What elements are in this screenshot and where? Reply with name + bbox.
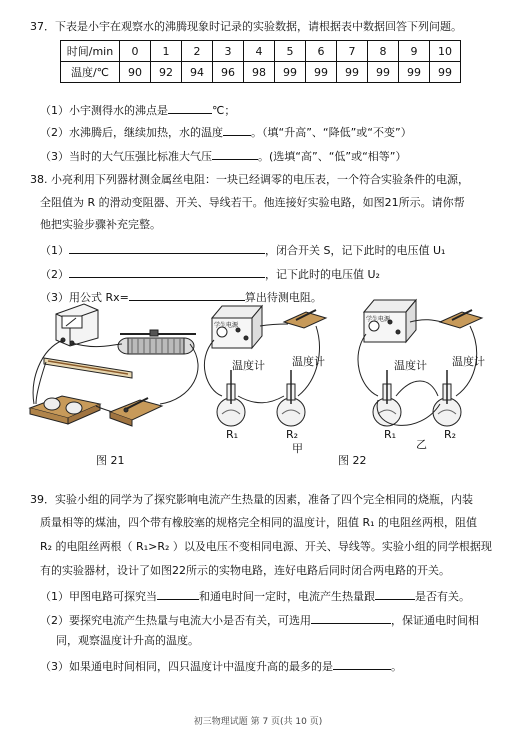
answer-blank[interactable] — [375, 588, 415, 600]
voltmeter-icon — [56, 304, 98, 346]
figure-21 — [30, 304, 198, 426]
resistor-r1-label: R₁ — [384, 428, 397, 441]
q38-line1: 38. 小亮利用下列器材测金属丝电阻：一块已经调零的电压表，一个符合实验条件的电源， — [30, 173, 469, 186]
rheostat-icon — [118, 330, 196, 354]
answer-blank[interactable] — [333, 658, 391, 670]
thermometer-label: 温度计 — [452, 355, 485, 368]
table-cell: 99 — [430, 62, 461, 83]
table-cell: 5 — [275, 41, 306, 62]
q39-sub3 — [40, 658, 402, 674]
table-header-temp: 温度/℃ — [61, 62, 120, 83]
q39-line1: 39．实验小组的同学为了探究影响电流产生热量的因素，准备了四个完全相同的烧瓶，内装 — [30, 493, 473, 506]
table-cell: 9 — [399, 41, 430, 62]
q39-sub2-text-b: ，保证通电时间相 — [391, 614, 479, 627]
q37-intro: 37．下表是小宇在观察水的沸腾现象时记录的实验数据，请根据表中数据回答下列问题。 — [30, 20, 462, 33]
q38-step2-num: （2） — [40, 268, 69, 281]
table-cell: 98 — [244, 62, 275, 83]
q38-step2-text: ，记下此时的电压值 U₂ — [265, 268, 380, 281]
q39-sub2-cont: 同，观察温度计升高的温度。 — [56, 634, 199, 647]
figure-yi-label: 乙 — [416, 438, 427, 451]
table-cell: 99 — [275, 62, 306, 83]
q39-line3: R₂ 的电阻丝两根（ R₁>R₂ ）以及电压不变相同电源、开关、导线等。实验小组的同学根据现 — [40, 540, 492, 553]
q38-step3-post: 算出待测电阻。 — [244, 291, 322, 304]
q39-sub3-text: （3）如果通电时间相同，四只温度计中温度升高的最多的是 — [40, 660, 333, 673]
flask-icon — [433, 370, 461, 426]
table-cell: 4 — [244, 41, 275, 62]
answer-blank[interactable] — [157, 588, 199, 600]
q37-sub2-text: （2）水沸腾后，继续加热，水的温度 — [40, 126, 223, 139]
q38-step1-num: （1） — [40, 244, 69, 257]
resistance-wire-icon — [44, 358, 132, 378]
q39-sub2-text: （2）要探究电流产生热量与电流大小是否有关，可选用 — [40, 614, 311, 627]
battery-icon — [30, 396, 100, 424]
table-cell: 0 — [120, 41, 151, 62]
q38-step1-text: ，闭合开关 S，记下此时的电压值 U₁ — [265, 244, 446, 257]
q37-sub2-hint: 。（填“升高”、“降低”或“不变”） — [251, 126, 412, 139]
table-cell: 94 — [182, 62, 213, 83]
power-supply-label: 学生电源 — [366, 316, 391, 323]
table-cell: 99 — [368, 62, 399, 83]
switch-icon — [284, 310, 326, 328]
q37-sub1-text: （1）小宇测得水的沸点是 — [40, 104, 168, 117]
q39-sub2 — [40, 612, 479, 628]
table-cell: 96 — [213, 62, 244, 83]
q39-line4: 有的实验器材，设计了如图22所示的实物电路，连好电路后同时闭合两电路的开关。 — [40, 564, 450, 577]
answer-blank[interactable] — [311, 612, 391, 624]
thermometer-label: 温度计 — [394, 359, 427, 372]
q39-sub1-text: （1）甲图电路可探究当 — [40, 590, 157, 603]
table-cell: 1 — [151, 41, 182, 62]
table-cell: 2 — [182, 41, 213, 62]
page-footer: 初三物理试题 第 7 页(共 10 页) — [193, 717, 323, 727]
q39-sub1 — [40, 588, 470, 604]
thermometer-label: 温度计 — [292, 355, 325, 368]
q37-sub3-text: （3）当时的大气压强比标准大气压 — [40, 150, 212, 163]
switch-icon — [110, 398, 162, 426]
switch-icon — [440, 310, 482, 328]
table-cell: 10 — [430, 41, 461, 62]
q38-step3-text: （3）用公式 Rx= — [40, 291, 129, 304]
q39-sub1-text-c: 是否有关。 — [415, 590, 470, 603]
figure-21-caption: 图 21 — [96, 454, 125, 467]
table-cell: 7 — [337, 41, 368, 62]
resistor-r2-label: R₂ — [444, 428, 457, 441]
thermometer-label: 温度计 — [232, 359, 265, 372]
q39-line2: 质量相等的煤油，四个带有橡胶塞的规格完全相同的温度计，阻值 R₁ 的电阻丝两根，阻值 — [40, 516, 478, 529]
q37-sub3-hint: 。(选填“高”、“低”或“相等”） — [258, 150, 407, 163]
table-cell: 8 — [368, 41, 399, 62]
resistor-r1-label: R₁ — [226, 428, 239, 441]
flask-icon — [373, 370, 401, 426]
q39-sub3-end: 。 — [391, 660, 402, 673]
table-cell: 92 — [151, 62, 182, 83]
table-cell: 99 — [399, 62, 430, 83]
table-cell: 6 — [306, 41, 337, 62]
q38-line3: 他把实验步骤补充完整。 — [40, 218, 161, 231]
table-cell: 99 — [306, 62, 337, 83]
power-supply-label: 学生电源 — [214, 322, 239, 329]
figure-22-caption: 图 22 — [338, 454, 367, 467]
table-cell: 99 — [337, 62, 368, 83]
resistor-r2-label: R₂ — [286, 428, 299, 441]
table-cell: 90 — [120, 62, 151, 83]
q37-sub1-unit: ℃； — [212, 104, 236, 117]
table-header-time: 时间/min — [61, 41, 120, 62]
table-cell: 3 — [213, 41, 244, 62]
figure-jia-label: 甲 — [292, 442, 303, 455]
q38-line2: 全阻值为 R 的滑动变阻器、开关、导线若干。他连接好实验电路，如图21所示。请你帮 — [40, 196, 465, 209]
q39-sub1-text-b: 和通电时间一定时，电流产生热量跟 — [199, 590, 375, 603]
